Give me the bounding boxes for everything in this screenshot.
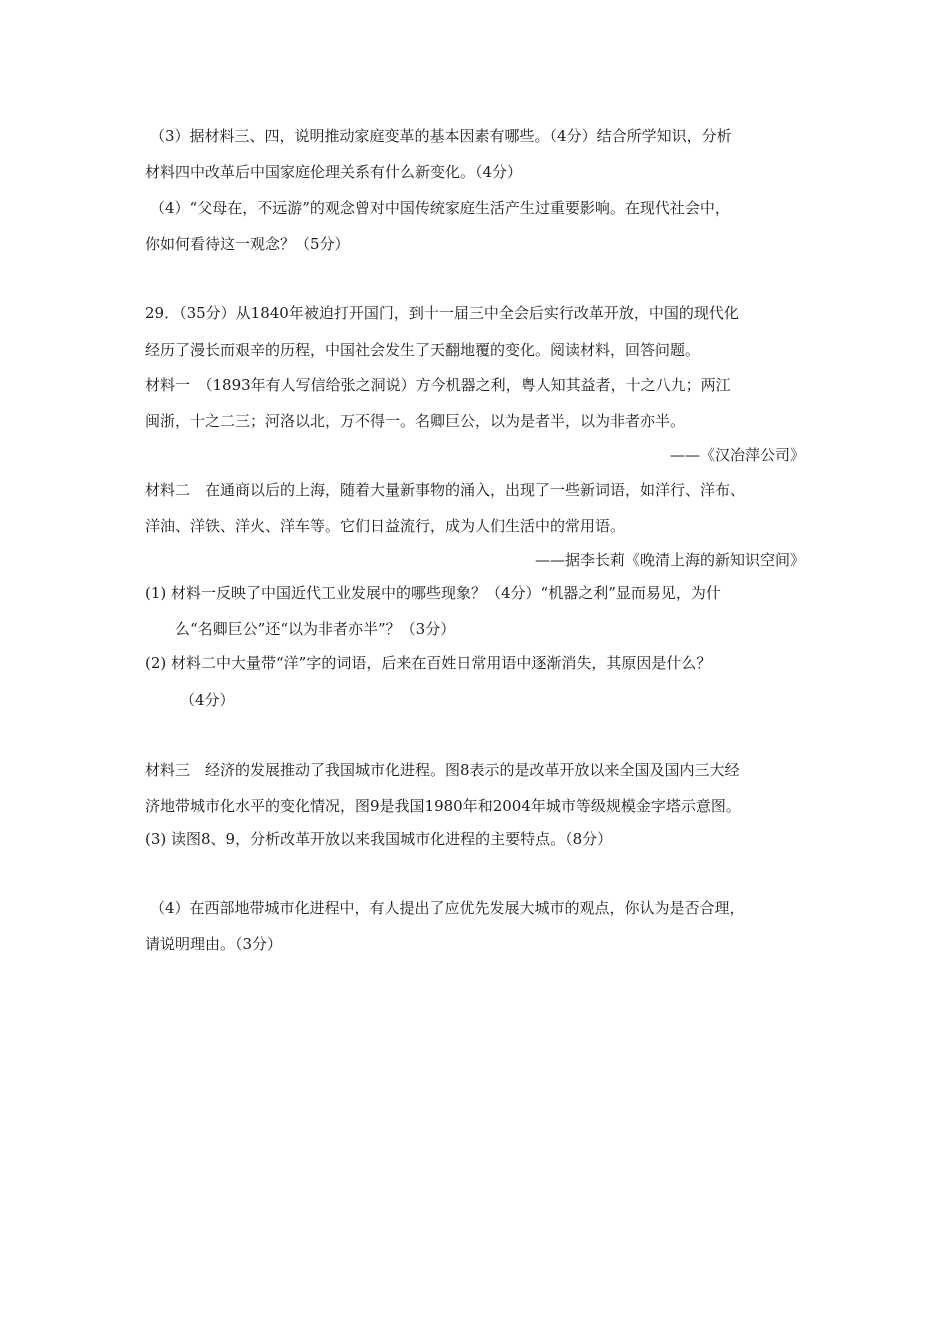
q28-p4-line-1: （4）“父母在，不远游”的观念曾对中国传统家庭生活产生过重要影响。在现代社会中， [150,199,730,217]
q28-p3-line-2: 材料四中改革后中国家庭伦理关系有什么新变化。（4分） [145,163,523,181]
q28-p4-line-2: 你如何看待这一观念？（5分） [145,235,350,253]
q29-intro-line-1: 29．（35分）从1840年被迫打开国门，到十一届三中全会后实行改革开放，中国的现代化 [145,304,739,322]
sub-question-1-line-2: 么“名卿巨公”还“以为非者亦半”？（3分） [175,620,456,638]
q28-p3-line-1: （3）据材料三、四，说明推动家庭变革的基本因素有哪些。（4分）结合所学知识，分析 [150,127,732,145]
material-2-line-2: 洋油、洋铁、洋火、洋车等。它们日益流行，成为人们生活中的常用语。 [145,517,626,535]
sub-question-1-line-1: (1) 材料一反映了中国近代工业发展中的哪些现象？（4分）“机器之利”显而易见，为什 [145,584,721,602]
sub-question-2-line-2: （4分） [180,691,235,709]
material-1-line-2: 闽浙，十之二三；河洛以北，万不得一。名卿巨公，以为是者半，以为非者亦半。 [145,412,686,430]
material-2-source: ——据李长莉《晚清上海的新知识空间》 [534,551,805,569]
sub-question-4-line-2: 请说明理由。（3分） [145,935,283,953]
material-1-source: ——《汉冶萍公司》 [669,446,805,464]
material-2-line-1: 材料二 在通商以后的上海，随着大量新事物的涌入，出现了一些新词语，如洋行、洋布、 [145,481,746,499]
material-3-line-2: 济地带城市化水平的变化情况，图9是我国1980年和2004年城市等级规模金字塔示意图。 [145,797,741,815]
material-1-line-1: 材料一 （1893年有人写信给张之洞说）方今机器之利，粤人知其益者，十之八九；两江 [145,376,731,394]
sub-question-4-line-1: （4）在西部地带城市化进程中，有人提出了应优先发展大城市的观点，你认为是否合理， [150,899,745,917]
q29-intro-line-2: 经历了漫长而艰辛的历程，中国社会发生了天翻地覆的变化。阅读材料，回答问题。 [145,341,701,359]
material-3-line-1: 材料三 经济的发展推动了我国城市化进程。图8表示的是改革开放以来全国及国内三大经 [145,761,740,779]
sub-question-2-line-1: (2) 材料二中大量带“洋”字的词语，后来在百姓日常用语中逐渐消失，其原因是什么？ [145,654,712,672]
sub-question-3-line-1: (3) 读图8、9，分析改革开放以来我国城市化进程的主要特点。（8分） [145,830,613,848]
